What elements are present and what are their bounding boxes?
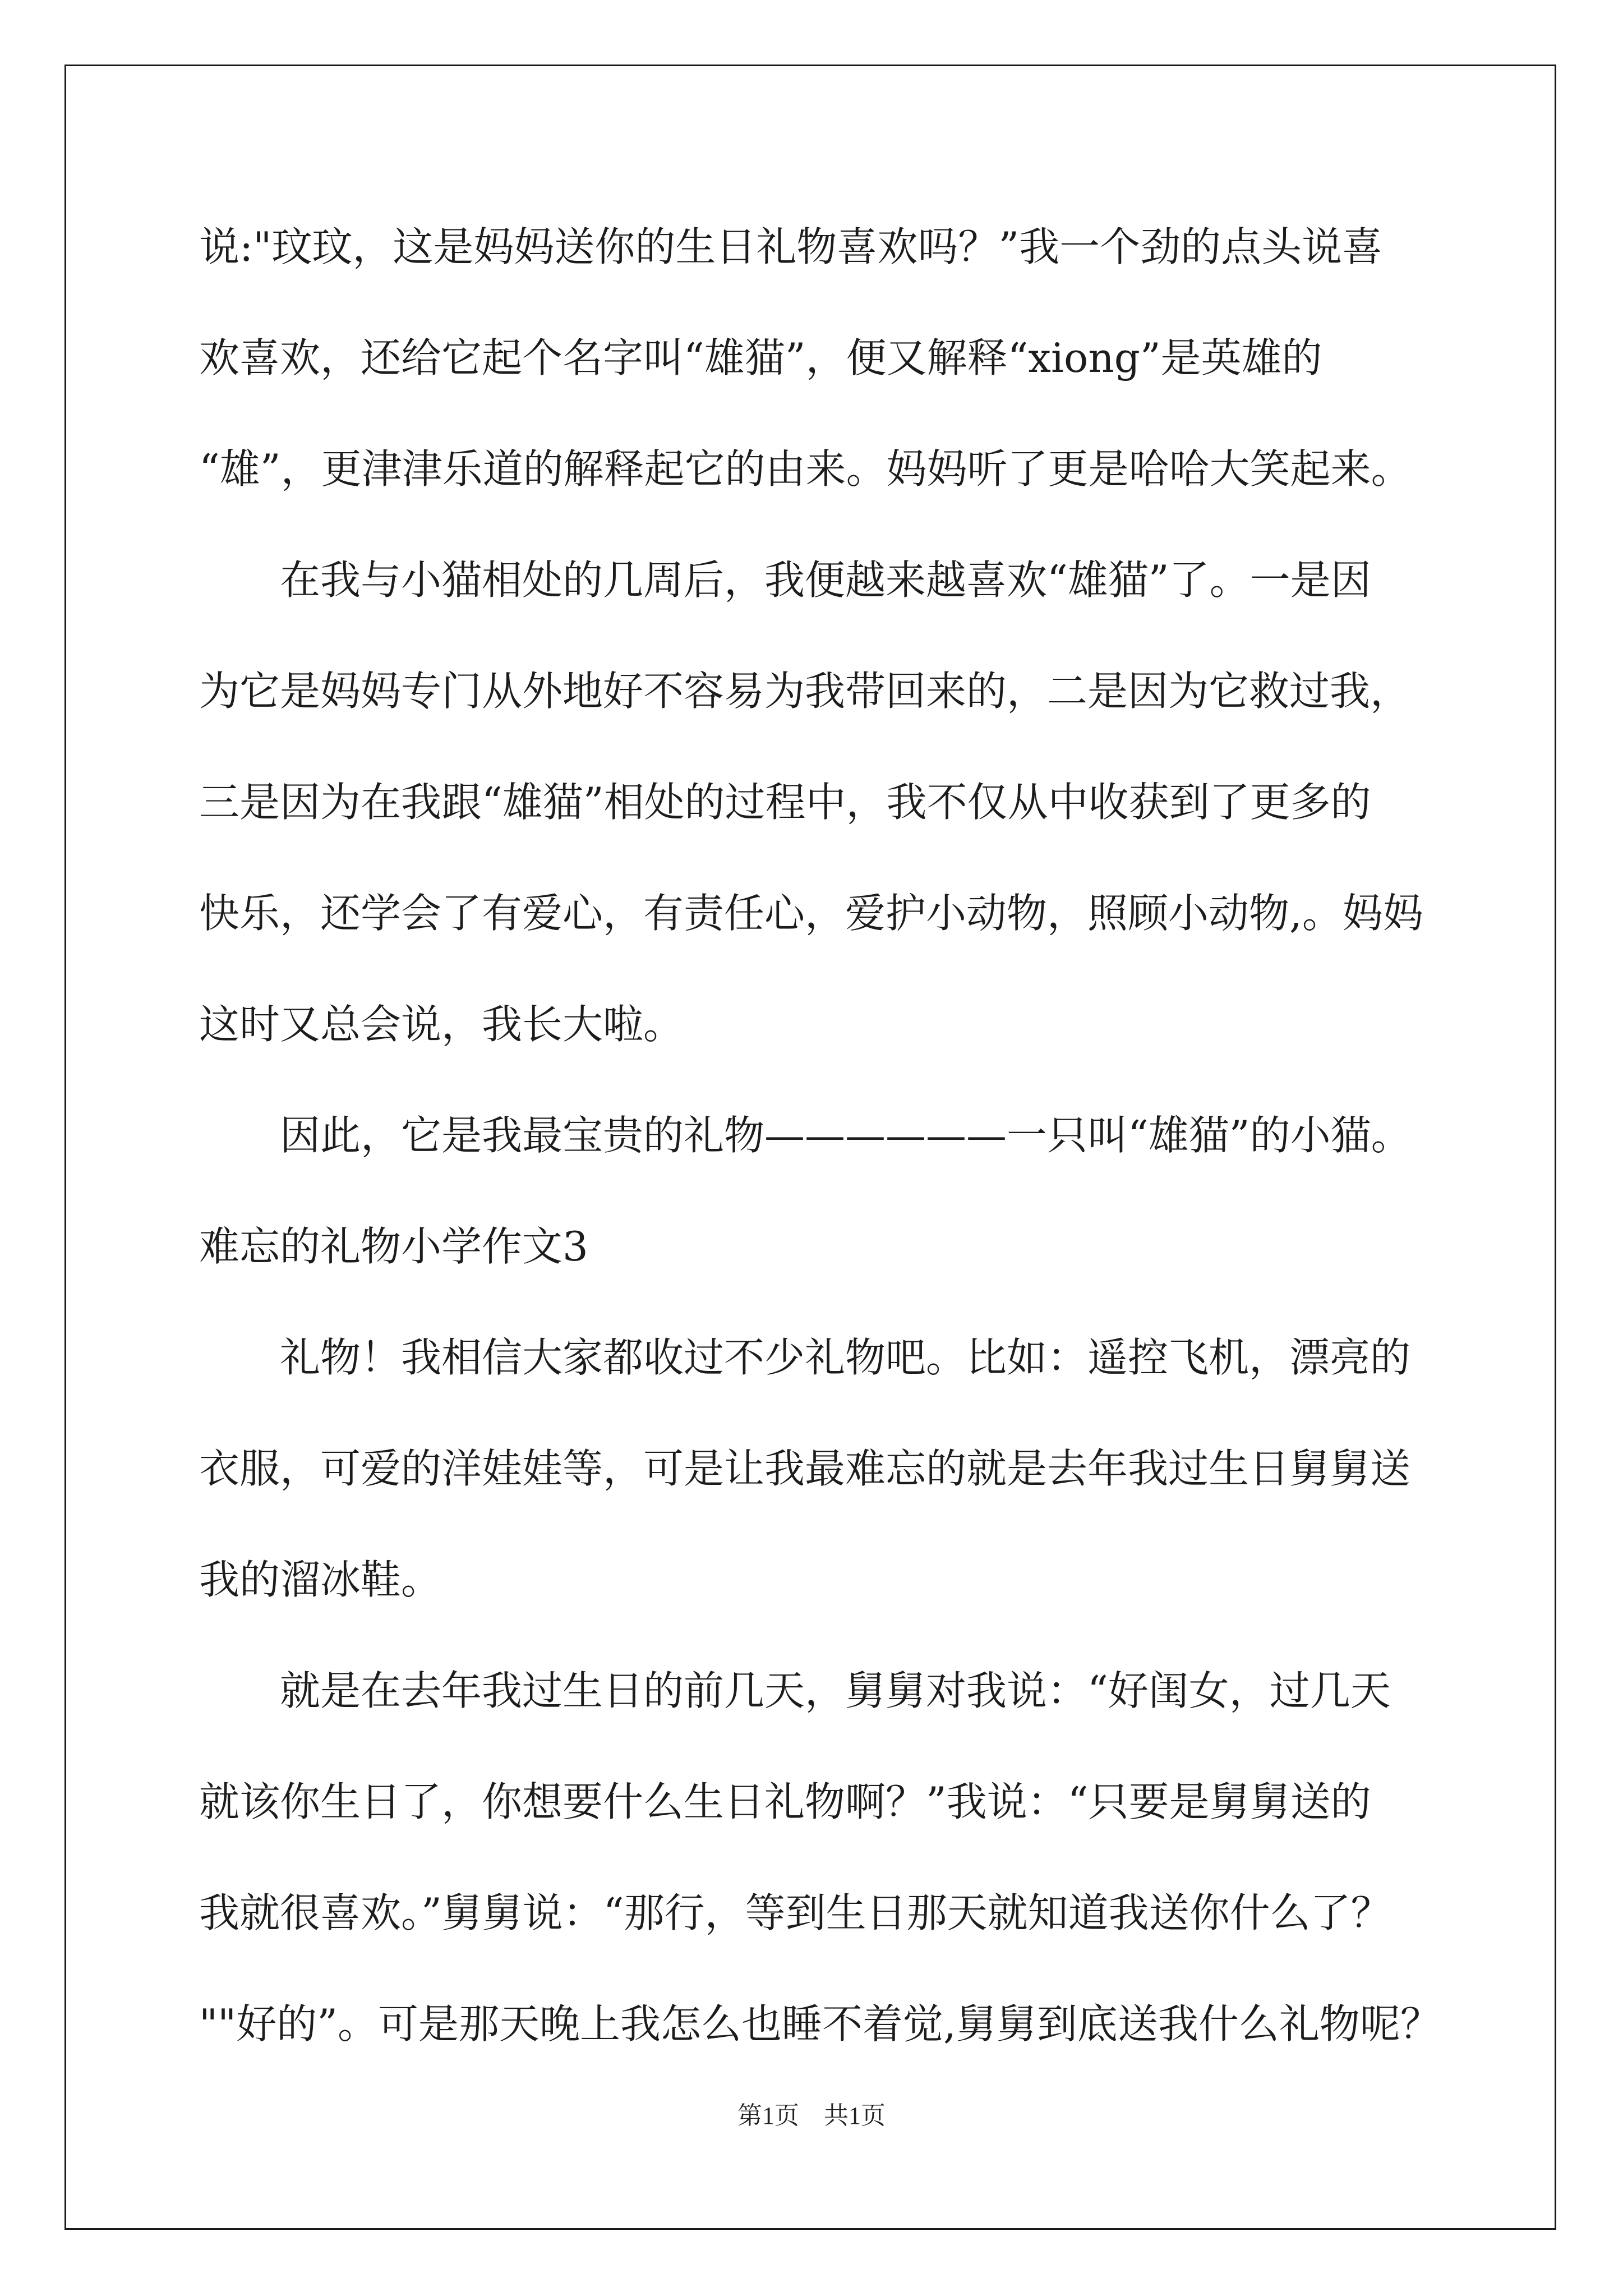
section-title: 难忘的礼物小学作文3: [199, 1223, 588, 1270]
text-line: 这时又总会说，我长大啦。: [199, 1001, 684, 1048]
text-line: “雄”，更津津乐道的解释起它的由来。妈妈听了更是哈哈大笑起来。: [199, 445, 1412, 493]
text-line: 快乐，还学会了有爱心，有责任心，爱护小动物，照顾小动物,。妈妈: [199, 890, 1423, 937]
paragraph-start-line: 在我与小猫相处的几周后，我便越来越喜欢“雄猫”了。一是因: [199, 556, 1371, 604]
text-line: ""好的”。可是那天晚上我怎么也睡不着觉,舅舅到底送我什么礼物呢？: [199, 2000, 1441, 2047]
text-line: 就该你生日了，你想要什么生日礼物啊？”我说：“只要是舅舅送的: [199, 1778, 1371, 1825]
paragraph-start-line: 因此，它是我最宝贵的礼物——————一只叫“雄猫”的小猫。: [199, 1112, 1412, 1159]
text-line: 为它是妈妈专门从外地好不容易为我带回来的，二是因为它救过我，: [199, 668, 1411, 715]
text-line: 欢喜欢，还给它起个名字叫“雄猫”，便又解释“xiong”是英雄的: [199, 334, 1322, 381]
text-line: 我就很喜欢。”舅舅说：“那行，等到生日那天就知道我送你什么了？: [199, 1889, 1391, 1936]
page-footer: 第1页 共1页: [737, 2102, 886, 2129]
text-line: 三是因为在我跟“雄猫”相处的过程中，我不仅从中收获到了更多的: [199, 779, 1371, 826]
text-line: 说:"玟玟，这是妈妈送你的生日礼物喜欢吗？”我一个劲的点头说喜: [199, 223, 1383, 270]
paragraph-start-line: 礼物！我相信大家都收过不少礼物吧。比如：遥控飞机，漂亮的: [199, 1334, 1411, 1381]
text-line: 衣服，可爱的洋娃娃等，可是让我最难忘的就是去年我过生日舅舅送: [199, 1445, 1411, 1492]
text-line: 我的溜冰鞋。: [199, 1556, 442, 1603]
paragraph-start-line: 就是在去年我过生日的前几天，舅舅对我说：“好闺女，过几天: [199, 1667, 1391, 1714]
